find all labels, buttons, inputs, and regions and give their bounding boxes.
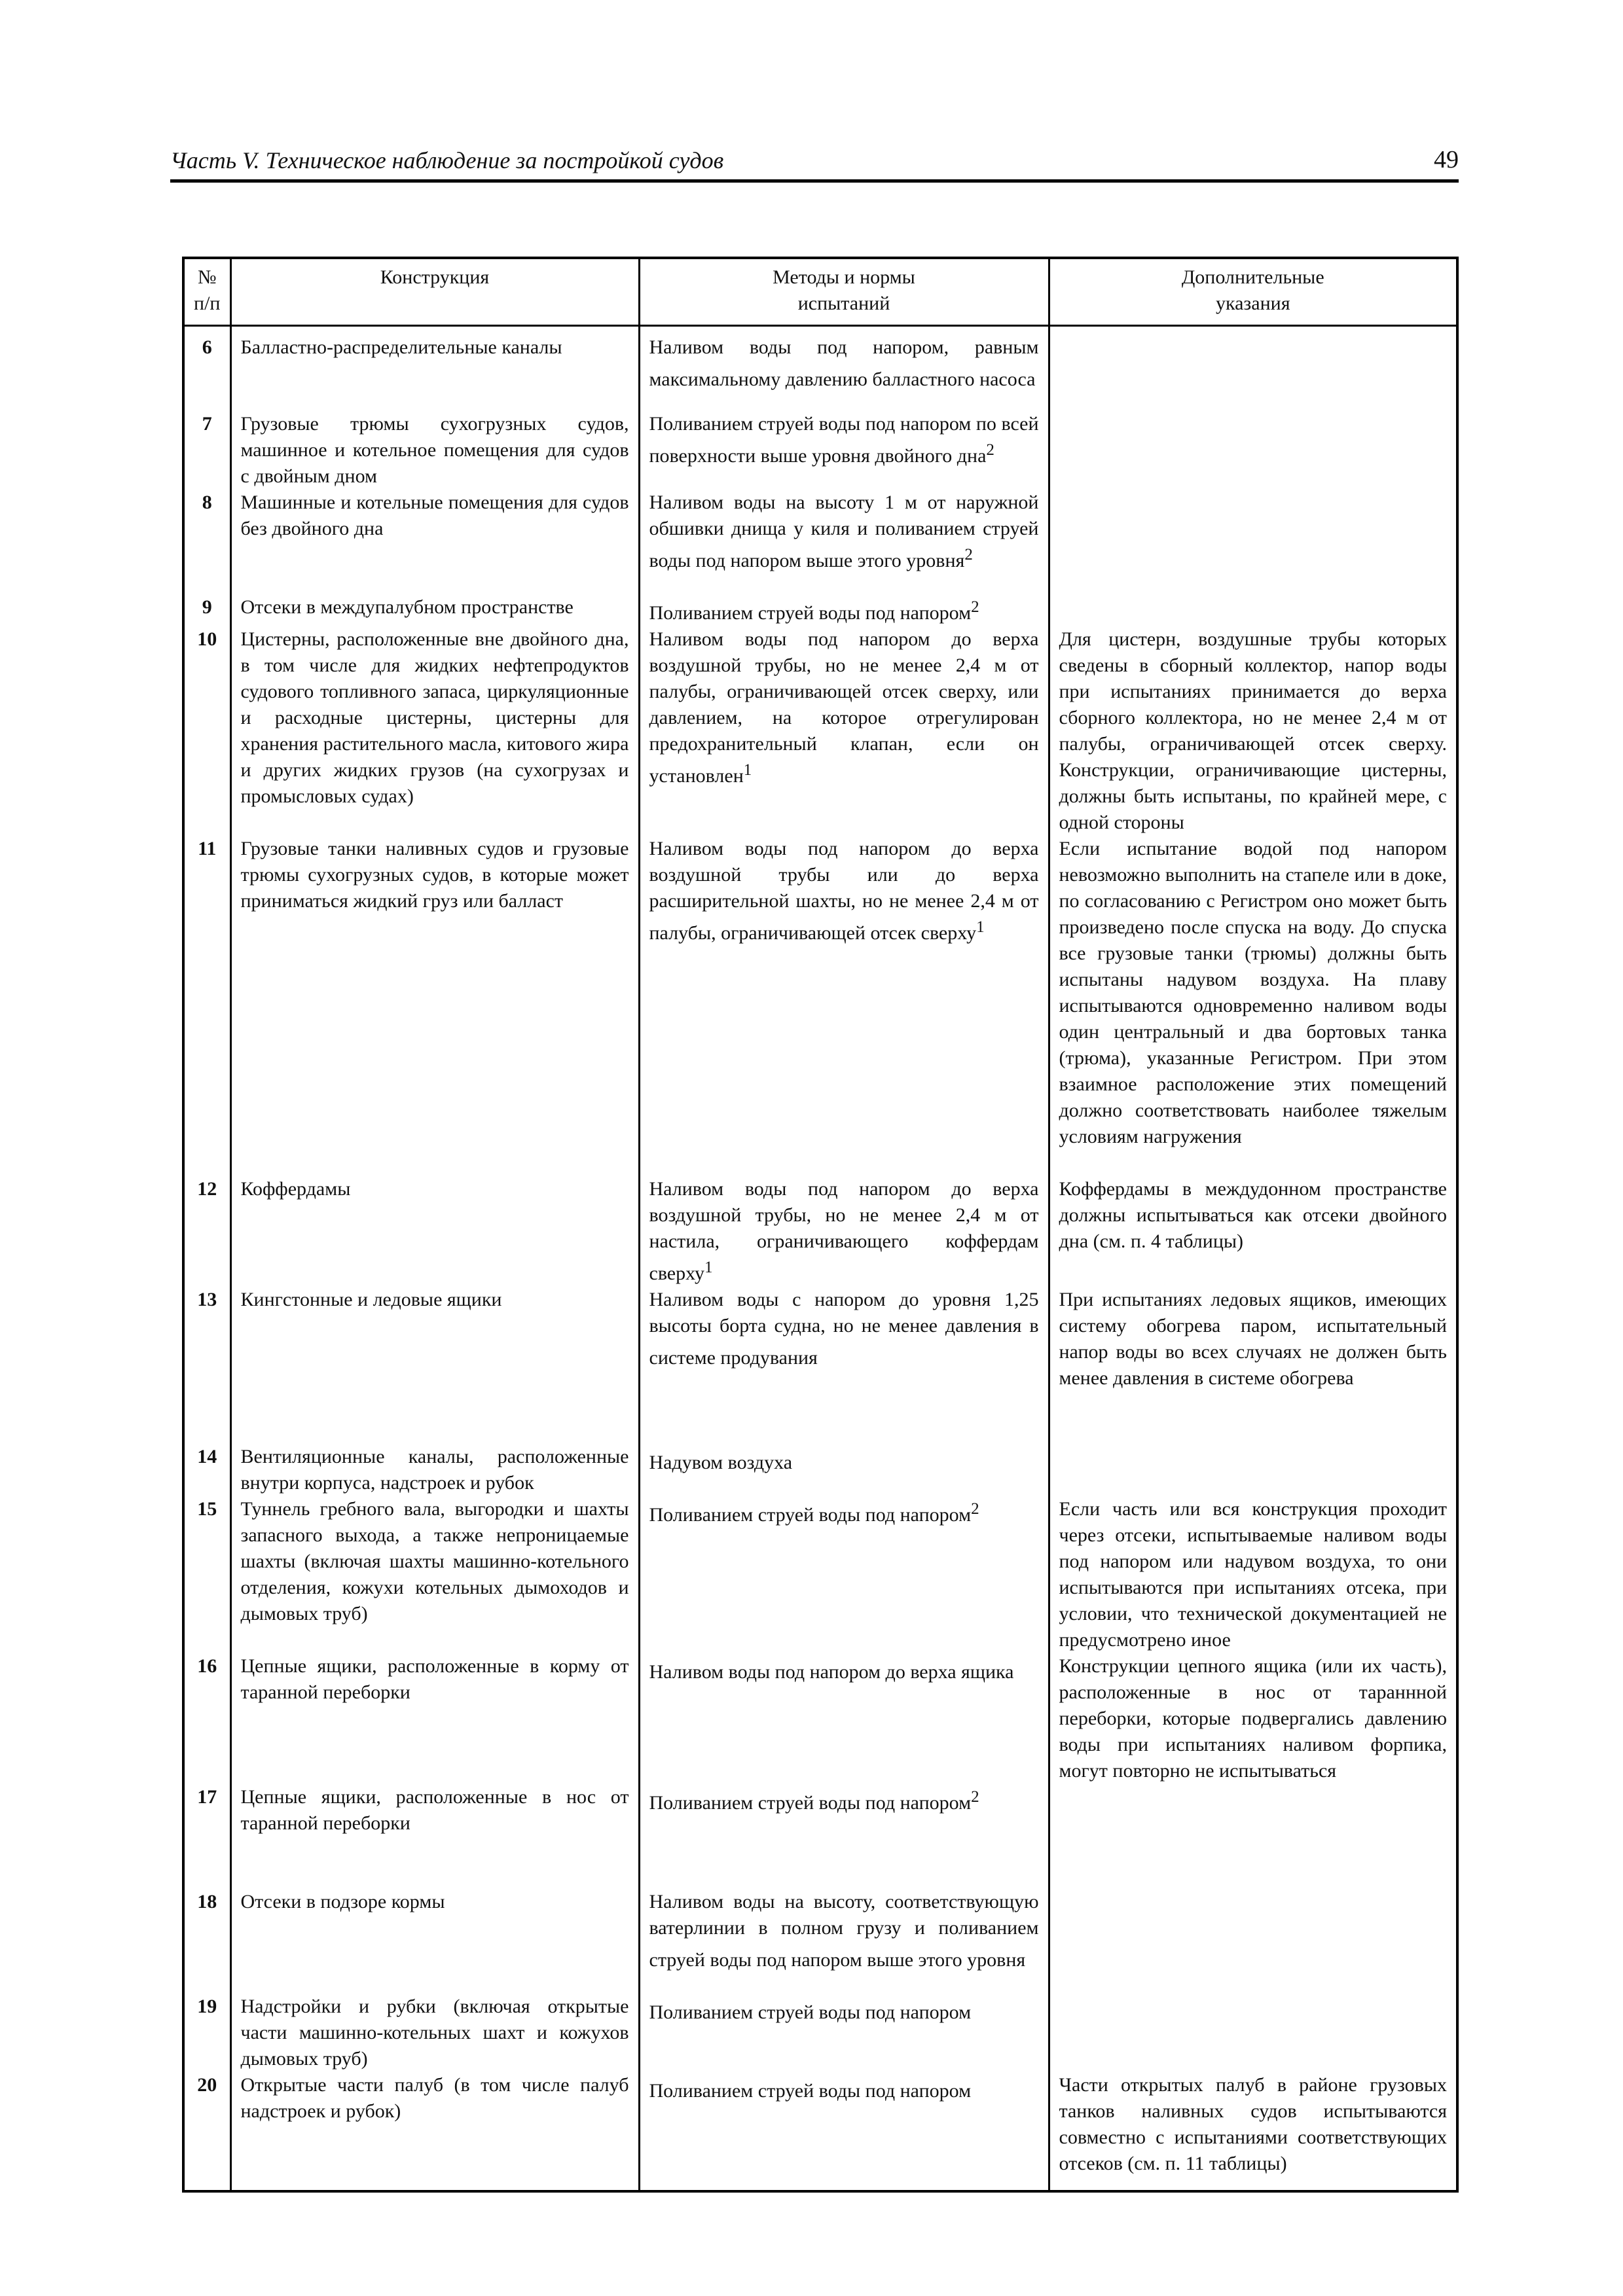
method-text: Наливом воды под напором до верха воздушной трубы или до верха расширительной шахты, но не менее 2,4 м от палубы, ограничивающей отсек сверху: [649, 837, 1039, 944]
row-number: 7: [183, 411, 230, 490]
notes-cell: [1049, 594, 1457, 626]
construction-text: Отсеки в подзоре кормы: [240, 1890, 445, 1912]
method-text: Поливанием струей воды под напором: [649, 1503, 972, 1526]
construction-text: Открытые части палуб (в том числе палуб надстроек и рубок): [240, 2073, 629, 2122]
footnote-ref: 2: [964, 545, 973, 564]
table-row: [183, 490, 1457, 594]
construction-cell: [230, 1784, 639, 1889]
row-number: 16: [183, 1653, 230, 1784]
method-text: Наливом воды с напором до уровня 1,25 высоты борта судна, но не менее давления в системе продувания: [649, 1288, 1039, 1369]
table-row: [183, 1994, 1457, 2072]
notes-cell: [1049, 1287, 1457, 1444]
method-cell: [639, 1176, 1049, 1287]
row-number: 13: [183, 1287, 230, 1444]
column-header-notes-line2: указания: [1215, 293, 1290, 314]
construction-text: Грузовые танки наливных судов и грузовые трюмы сухогрузных судов, в которые может приниматься жидкий груз или балласт: [240, 837, 629, 912]
table-row: [183, 626, 1457, 836]
construction-text: Балластно-распределительные каналы: [240, 336, 562, 358]
method-cell: [639, 1444, 1049, 1496]
notes-text: Для цистерн, воздушные трубы которых сведены в сборный коллектор, напор воды при испытаниях принимается до верха сборного коллектора, но не менее 2,4 м от палубы, ограничивающей отсек сверху. Конструкции, ограничивающие цистерны, должны быть испытаны, по крайней мере, с одной стороны: [1059, 628, 1447, 833]
method-cell: [639, 594, 1049, 626]
row-number: 20: [183, 2072, 230, 2191]
notes-cell: [1049, 1784, 1457, 1889]
construction-cell: [230, 1653, 639, 1784]
construction-text: Машинные и котельные помещения для судов без двойного дна: [240, 491, 629, 539]
construction-text: Цистерны, расположенные вне двойного дна, в том числе для жидких нефтепродуктов судового топливного запаса, циркуляционные и расходные цистерны, цистерны для хранения растительного масла, китового жира и других жидких грузов (на сухогрузах и промысловых судах): [240, 628, 629, 807]
construction-text: Туннель гребного вала, выгородки и шахты запасного выхода, а также непроницаемые шахты (включая шахты машинно-котельного отделения, кожухи котельных дымоходов и дымовых труб): [240, 1498, 629, 1624]
row-number: 19: [183, 1994, 230, 2072]
footnote-ref: 1: [743, 761, 752, 779]
row-number: 14: [183, 1444, 230, 1496]
construction-cell: [230, 836, 639, 1176]
table-row: [183, 1889, 1457, 1994]
table-row: [183, 1784, 1457, 1889]
method-cell: [639, 1287, 1049, 1444]
construction-text: Коффердамы: [240, 1177, 351, 1200]
column-header-number-line1: №: [197, 266, 217, 288]
footnote-ref: 2: [971, 1499, 979, 1518]
construction-cell: [230, 1287, 639, 1444]
row-number: 15: [183, 1496, 230, 1653]
footnote-ref: 2: [986, 440, 994, 459]
notes-cell: [1049, 1889, 1457, 1994]
table-header-row: [183, 258, 1457, 326]
running-title: Часть V. Техническое наблюдение за постройкой судов: [170, 147, 724, 173]
table-row: [183, 1176, 1457, 1287]
test-standards-table: [182, 257, 1459, 2193]
method-text: Надувом воздуха: [649, 1451, 793, 1473]
row-number: 10: [183, 626, 230, 836]
table-row: [183, 1496, 1457, 1653]
notes-cell: [1049, 836, 1457, 1176]
notes-text: При испытаниях ледовых ящиков, имеющих систему обогрева паром, испытательный напор воды во всех случаях не должен быть менее давления в системе обогрева: [1059, 1288, 1447, 1389]
row-number: 6: [183, 326, 230, 411]
method-text: Поливанием струей воды под напором: [649, 2079, 972, 2102]
table-row: [183, 836, 1457, 1176]
method-cell: [639, 490, 1049, 594]
method-cell: [639, 1994, 1049, 2072]
method-cell: [639, 1653, 1049, 1784]
notes-text: Коффердамы в междудонном пространстве должны испытываться как отсеки двойного дна (см. п. 4 таблицы): [1059, 1177, 1447, 1252]
footnote-ref: 1: [976, 918, 985, 936]
notes-cell: [1049, 1496, 1457, 1653]
notes-cell: [1049, 1653, 1457, 1784]
row-number: 17: [183, 1784, 230, 1889]
construction-cell: [230, 1176, 639, 1287]
notes-text: Если испытание водой под напором невозможно выполнить на стапеле или в доке, по согласованию с Регистром оно может быть произведено после спуска на воду. До спуска все грузовые танки (трюмы) должны быть испытаны надувом воздуха. На плаву испытываются одновременно наливом воды один центральный и два бортовых танка (трюма), указанные Регистром. При этом взаимное расположение этих помещений должно соответствовать наиболее тяжелым условиям нагружения: [1059, 837, 1447, 1147]
notes-text: Конструкции цепного ящика (или их часть), расположенные в нос от тараннной переборки, которые подвергались давлению воды при испытаниях наливом форпика, могут повторно не испытываться: [1059, 1655, 1447, 1782]
notes-cell: [1049, 1994, 1457, 2072]
footnote-ref: 1: [704, 1258, 713, 1276]
construction-cell: [230, 594, 639, 626]
method-text: Поливанием струей воды под напором: [649, 1791, 972, 1814]
construction-text: Кингстонные и ледовые ящики: [240, 1288, 502, 1310]
construction-text: Цепные ящики, расположенные в корму от таранной переборки: [240, 1655, 629, 1703]
table-row: [183, 2072, 1457, 2191]
table-row: [183, 326, 1457, 411]
page-number: 49: [1434, 146, 1459, 173]
column-header-number-line2: п/п: [194, 293, 221, 314]
table-row: [183, 411, 1457, 490]
method-text: Наливом воды под напором до верха воздушной трубы, но не менее 2,4 м от настила, ограничивающего коффердам сверху: [649, 1177, 1039, 1284]
column-header-construction-label: Конструкция: [380, 266, 490, 288]
construction-cell: [230, 1444, 639, 1496]
construction-text: Надстройки и рубки (включая открытые части машинно-котельных шахт и кожухов дымовых труб): [240, 1995, 629, 2070]
table-row: [183, 1653, 1457, 1784]
notes-cell: [1049, 490, 1457, 594]
row-number: 18: [183, 1889, 230, 1994]
method-text: Наливом воды на высоту, соответствующую ватерлинии в полном грузу и поливанием струей воды под напором выше этого уровня: [649, 1890, 1039, 1971]
method-cell: [639, 1889, 1049, 1994]
footnote-ref: 2: [971, 1787, 979, 1806]
method-cell: [639, 2072, 1049, 2191]
construction-cell: [230, 1889, 639, 1994]
row-number: 12: [183, 1176, 230, 1287]
method-cell: [639, 411, 1049, 490]
notes-cell: [1049, 326, 1457, 411]
construction-cell: [230, 326, 639, 411]
notes-text: Если часть или вся конструкция проходит через отсеки, испытываемые наливом воды под напором или надувом воздуха, то они испытываются при испытаниях отсека, при условии, что технической документацией не предусмотрено иное: [1059, 1498, 1447, 1651]
method-text: Наливом воды на высоту 1 м от наружной обшивки днища у киля и поливанием струей воды под напором выше этого уровня: [649, 491, 1039, 571]
column-header-methods-line1: Методы и нормы: [773, 266, 915, 288]
notes-cell: [1049, 2072, 1457, 2191]
table-body: [183, 326, 1457, 2191]
table-row: [183, 594, 1457, 626]
row-number: 9: [183, 594, 230, 626]
notes-cell: [1049, 626, 1457, 836]
method-cell: [639, 1496, 1049, 1653]
method-cell: [639, 626, 1049, 836]
column-header-notes-line1: Дополнительные: [1181, 266, 1324, 288]
footnote-ref: 2: [971, 598, 979, 616]
method-text: Поливанием струей воды под напором: [649, 601, 972, 624]
construction-cell: [230, 626, 639, 836]
construction-text: Грузовые трюмы сухогрузных судов, машинное и котельное помещения для судов с двойным дном: [240, 412, 629, 487]
construction-cell: [230, 1994, 639, 2072]
method-cell: [639, 1784, 1049, 1889]
construction-cell: [230, 411, 639, 490]
method-text: Поливанием струей воды под напором по всей поверхности выше уровня двойного дна: [649, 412, 1039, 467]
row-number: 11: [183, 836, 230, 1176]
notes-text: Части открытых палуб в районе грузовых танков наливных судов испытываются совместно с испытаниями соответствующих отсеков (см. п. 11 таблицы): [1059, 2073, 1447, 2174]
column-header-notes: [1049, 258, 1457, 326]
method-text: Поливанием струей воды под напором: [649, 2001, 972, 2023]
construction-cell: [230, 490, 639, 594]
column-header-construction: [230, 258, 639, 326]
notes-cell: [1049, 411, 1457, 490]
method-text: Наливом воды под напором, равным максимальному давлению балластного насоса: [649, 336, 1039, 390]
notes-cell: [1049, 1444, 1457, 1496]
method-text: Наливом воды под напором до верха ящика: [649, 1660, 1014, 1683]
row-number: 8: [183, 490, 230, 594]
table-row: [183, 1287, 1457, 1444]
table-row: [183, 1444, 1457, 1496]
running-header: [170, 143, 1459, 183]
column-header-number: [183, 258, 230, 326]
method-text: Наливом воды под напором до верха воздушной трубы, но не менее 2,4 м от палубы, ограничивающей отсек сверху, или давлением, на которое отрегулирован предохранительный клапан, если он установлен: [649, 628, 1039, 787]
method-cell: [639, 326, 1049, 411]
construction-cell: [230, 1496, 639, 1653]
method-cell: [639, 836, 1049, 1176]
construction-text: Вентиляционные каналы, расположенные внутри корпуса, надстроек и рубок: [240, 1445, 629, 1494]
notes-cell: [1049, 1176, 1457, 1287]
column-header-methods-line2: испытаний: [797, 293, 890, 314]
construction-cell: [230, 2072, 639, 2191]
column-header-methods: [639, 258, 1049, 326]
construction-text: Цепные ящики, расположенные в нос от таранной переборки: [240, 1785, 629, 1834]
construction-text: Отсеки в междупалубном пространстве: [240, 596, 574, 618]
